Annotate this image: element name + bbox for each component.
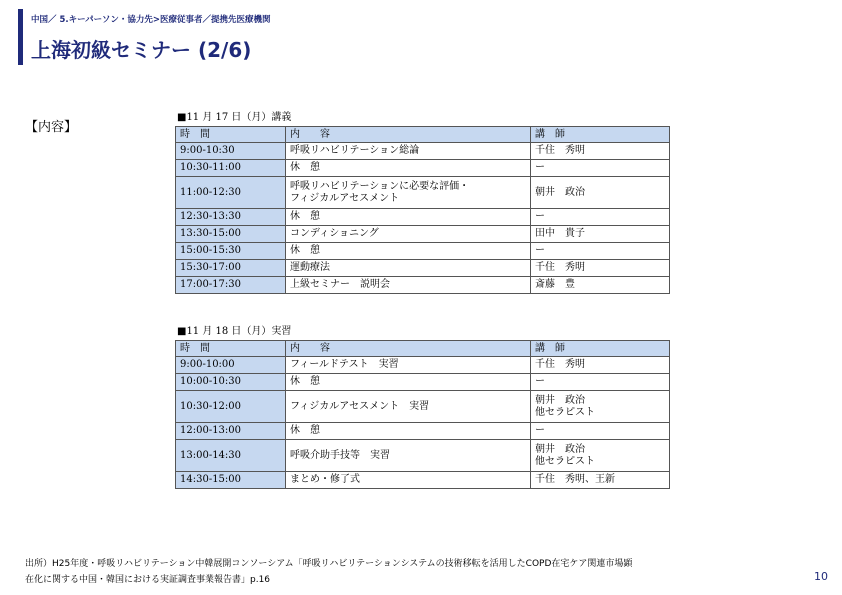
cell-time: 9:00-10:30	[176, 143, 286, 160]
cell-lecturer	[531, 423, 670, 440]
cell-content-line: 休 憩	[290, 376, 320, 387]
cell-lecturer-line: 朝井 政治	[535, 443, 585, 455]
cell-content-line: 上級セミナー 説明会	[290, 279, 390, 290]
cell-content	[286, 209, 531, 226]
cell-lecturer	[531, 143, 670, 160]
cell-lecturer-line: 朝井 政治	[535, 394, 585, 406]
cell-time: 14:30-15:00	[176, 472, 286, 489]
cell-time: 17:00-17:30	[176, 277, 286, 294]
column-header-lecturer: 講 師	[531, 127, 670, 143]
column-header-content: 内 容	[286, 341, 531, 357]
title-accent-bar	[18, 9, 23, 65]
schedule-day1-table	[175, 126, 670, 294]
cell-lecturer	[531, 260, 670, 277]
schedule-day1	[175, 109, 669, 294]
cell-content	[286, 143, 531, 160]
cell-lecturer-line: 斎藤 豊	[535, 279, 575, 290]
cell-lecturer	[531, 357, 670, 374]
schedule-day2-table	[175, 340, 670, 489]
source-note	[25, 556, 632, 588]
cell-lecturer-line: ー	[535, 211, 545, 222]
cell-time: 10:30-11:00	[176, 160, 286, 177]
table-row	[176, 277, 670, 294]
cell-lecturer	[531, 440, 670, 472]
column-header-time: 時 間	[176, 127, 286, 143]
table-row	[176, 357, 670, 374]
cell-lecturer	[531, 243, 670, 260]
cell-content-line: まとめ・修了式	[290, 474, 360, 485]
cell-time: 15:30-17:00	[176, 260, 286, 277]
cell-lecturer	[531, 226, 670, 243]
cell-time: 12:30-13:30	[176, 209, 286, 226]
cell-time: 13:30-15:00	[176, 226, 286, 243]
cell-content	[286, 277, 531, 294]
cell-lecturer-line: ー	[535, 425, 545, 436]
cell-lecturer	[531, 374, 670, 391]
cell-content	[286, 391, 531, 423]
cell-time: 12:00-13:00	[176, 423, 286, 440]
page-number: 10	[814, 570, 828, 583]
table-row	[176, 226, 670, 243]
page-title: 上海初級セミナー (2/6)	[31, 38, 252, 62]
cell-lecturer-line: ー	[535, 162, 545, 173]
cell-content-line: フィジカルアセスメント 実習	[290, 400, 430, 412]
cell-lecturer	[531, 209, 670, 226]
cell-lecturer	[531, 391, 670, 423]
cell-content	[286, 160, 531, 177]
table-header-row	[176, 341, 670, 357]
table-row	[176, 209, 670, 226]
source-line-1: 出所）H25年度・呼吸リハビリテーション中韓展開コンソーシアム「呼吸リハビリテーションシステムの技術移転を活用したCOPD在宅ケア関連市場顕	[25, 559, 633, 569]
cell-content	[286, 260, 531, 277]
cell-content-line: 呼吸リハビリテーション総論	[290, 145, 420, 156]
table-header-row	[176, 127, 670, 143]
source-line-2: 在化に関する中国・韓国における実証調査事業報告書」p.16	[25, 575, 271, 585]
schedule-day1-caption: ■11 月 17 日（月）講義	[177, 112, 292, 123]
cell-time: 13:00-14:30	[176, 440, 286, 472]
cell-content	[286, 440, 531, 472]
cell-content-line: 休 憩	[290, 425, 320, 436]
schedule-day2	[175, 323, 669, 489]
table-row	[176, 391, 670, 423]
cell-lecturer-line: 他セラピスト	[535, 455, 595, 467]
cell-lecturer-line: 千住 秀明、王新	[535, 474, 615, 485]
cell-content-line: フィールドテスト 実習	[290, 359, 399, 370]
cell-content-line: 運動療法	[290, 262, 330, 273]
cell-time: 11:00-12:30	[176, 177, 286, 209]
cell-lecturer-line: 朝井 政治	[535, 186, 585, 198]
table-row	[176, 160, 670, 177]
cell-content-line: 呼吸リハビリテーションに必要な評価・	[290, 180, 470, 192]
cell-content	[286, 357, 531, 374]
column-header-time: 時 間	[176, 341, 286, 357]
cell-content-line: コンディショニング	[290, 228, 379, 239]
table-row	[176, 472, 670, 489]
cell-lecturer-line: 他セラピスト	[535, 406, 595, 418]
cell-content	[286, 472, 531, 489]
table-row	[176, 177, 670, 209]
cell-content-line: フィジカルアセスメント	[290, 192, 400, 204]
table-row	[176, 243, 670, 260]
cell-content	[286, 243, 531, 260]
cell-time: 10:30-12:00	[176, 391, 286, 423]
cell-lecturer-line: ー	[535, 245, 545, 256]
cell-lecturer-line: 千住 秀明	[535, 359, 585, 370]
cell-time: 15:00-15:30	[176, 243, 286, 260]
cell-content	[286, 423, 531, 440]
table-row	[176, 423, 670, 440]
table-row	[176, 440, 670, 472]
cell-content	[286, 226, 531, 243]
column-header-lecturer: 講 師	[531, 341, 670, 357]
table-row	[176, 143, 670, 160]
cell-lecturer	[531, 277, 670, 294]
cell-lecturer-line: 千住 秀明	[535, 145, 585, 156]
table-row	[176, 374, 670, 391]
cell-lecturer-line: 千住 秀明	[535, 262, 585, 273]
cell-lecturer-line: 田中 貴子	[535, 228, 585, 239]
cell-time: 10:00-10:30	[176, 374, 286, 391]
column-header-content: 内 容	[286, 127, 531, 143]
cell-lecturer-line: ー	[535, 376, 545, 387]
cell-content	[286, 177, 531, 209]
cell-content-line: 休 憩	[290, 211, 320, 222]
cell-lecturer	[531, 160, 670, 177]
cell-content	[286, 374, 531, 391]
cell-lecturer	[531, 177, 670, 209]
cell-content-line: 休 憩	[290, 245, 320, 256]
cell-content-line: 休 憩	[290, 162, 320, 173]
table-row	[176, 260, 670, 277]
cell-content-line: 呼吸介助手技等 実習	[290, 449, 390, 461]
content-label: 【内容】	[25, 120, 78, 135]
cell-lecturer	[531, 472, 670, 489]
cell-time: 9:00-10:00	[176, 357, 286, 374]
schedule-day2-caption: ■11 月 18 日（月）実習	[177, 326, 292, 337]
breadcrumb: 中国／ 5.キーパーソン・協力先>医療従事者／提携先医療機関	[31, 15, 271, 25]
